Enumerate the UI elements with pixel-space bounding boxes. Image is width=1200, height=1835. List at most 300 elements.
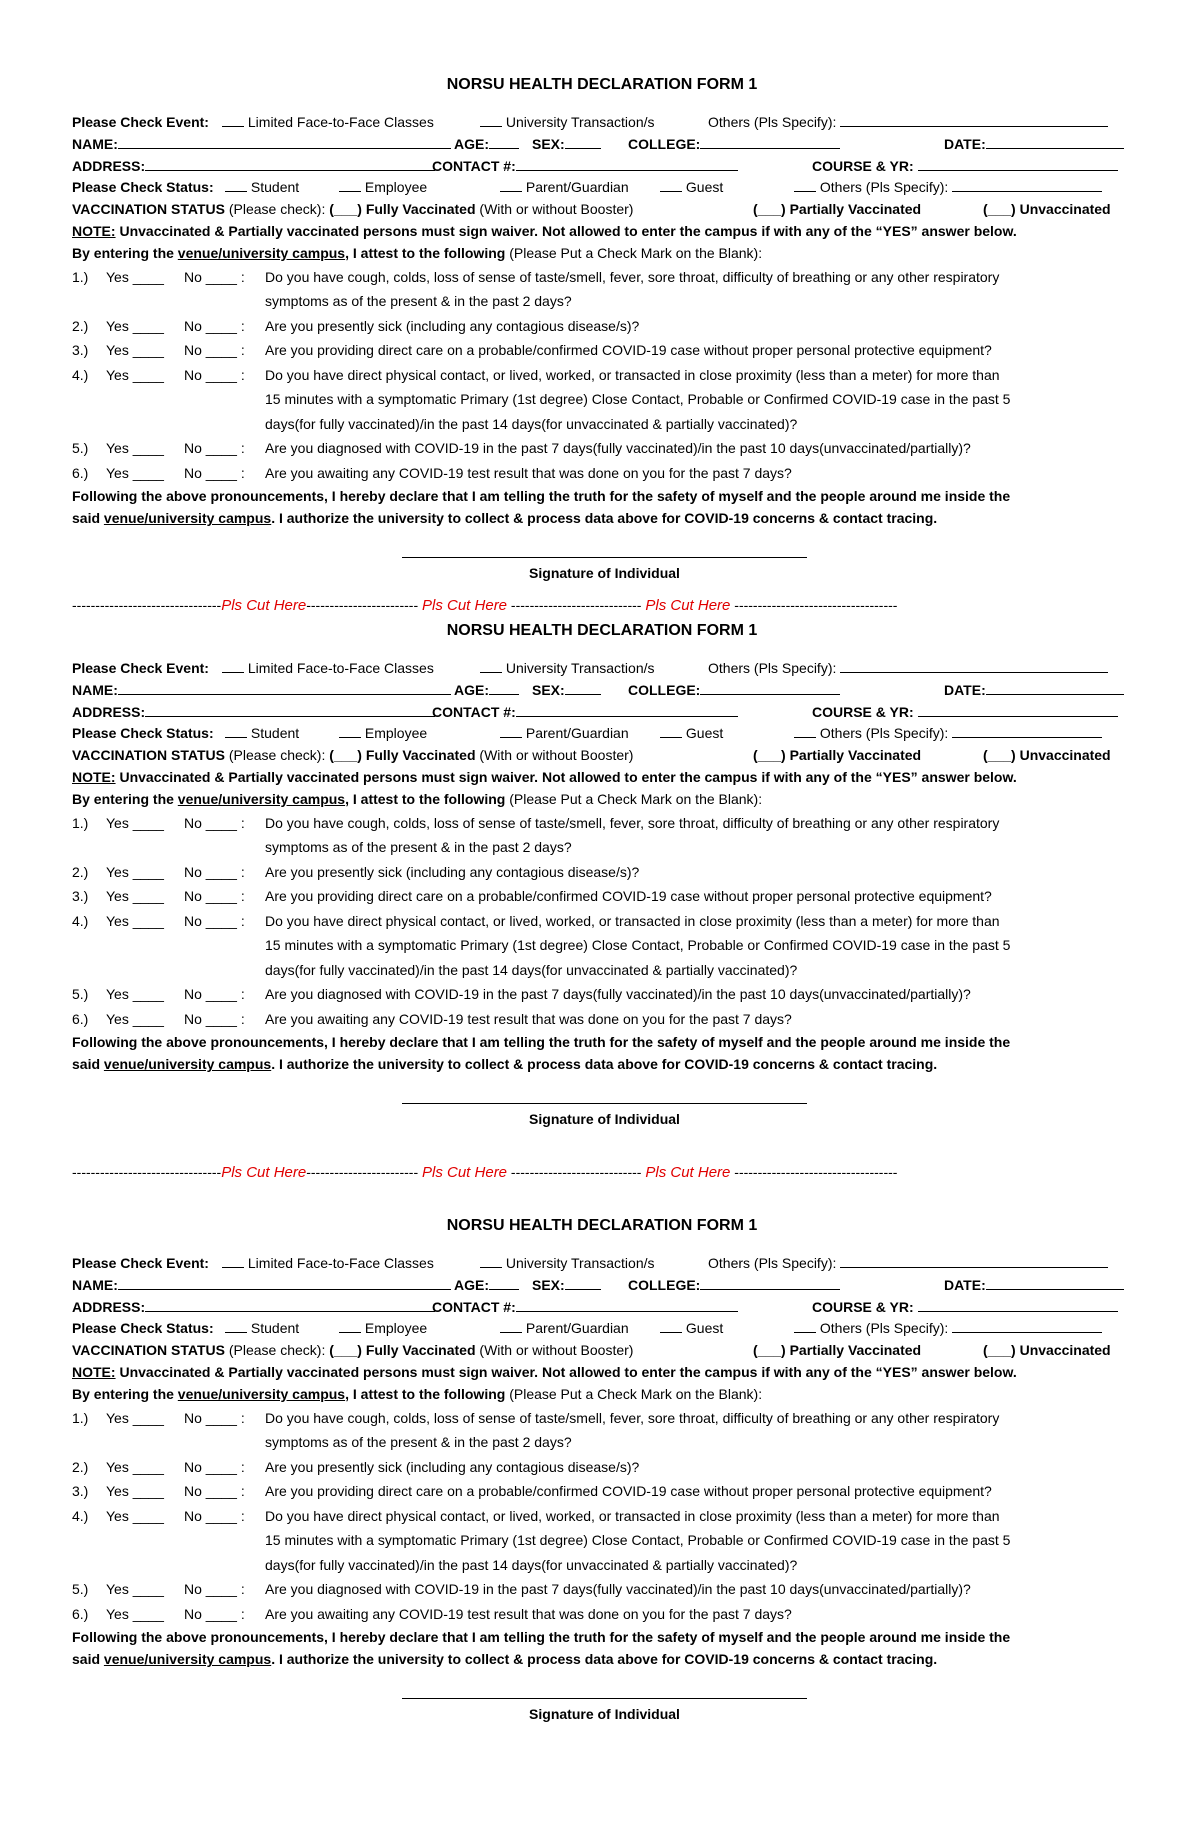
question-text: Do you have direct physical contact, or lived, worked, or transacted in close proximity (less than a meter) for more than: [265, 912, 1000, 929]
declaration-venue: venue/university campus: [103, 1651, 272, 1668]
question-no-blank[interactable]: No ____ :: [184, 342, 245, 359]
cut-label: Pls Cut Here: [422, 1164, 508, 1181]
status-option-student: Student: [250, 179, 300, 196]
question-yes-blank[interactable]: Yes ____: [106, 342, 164, 359]
status-option-others: Others (Pls Specify):: [819, 1320, 949, 1337]
question-no-blank[interactable]: No ____ :: [184, 1458, 245, 1475]
note-label: NOTE:: [72, 1363, 116, 1380]
status-check-blank[interactable]: [500, 723, 522, 738]
attest-hint: (Please Put a Check Mark on the Blank):: [509, 244, 763, 261]
signature-block: [72, 529, 1132, 589]
attest-suffix: , I attest to the following: [345, 790, 506, 807]
vaccination-hint: (Please check):: [228, 1342, 326, 1359]
event-option-f2f: Limited Face-to-Face Classes: [247, 114, 434, 130]
question-row: [72, 982, 1132, 1007]
status-check-blank[interactable]: [500, 1318, 522, 1333]
vaccination-check-partial[interactable]: (___): [753, 1342, 786, 1359]
date-field[interactable]: [986, 680, 1124, 695]
question-text: Are you presently sick (including any contagious disease/s)?: [265, 863, 640, 880]
status-row: [72, 177, 1132, 199]
question-text: Do you have direct physical contact, or lived, worked, or transacted in close proximity (less than a meter) for more than: [265, 366, 1000, 383]
question-no-blank[interactable]: No ____ :: [184, 986, 245, 1003]
vaccination-full-note: (With or without Booster): [479, 747, 634, 764]
question-number: 2.): [72, 1458, 89, 1475]
name-label: NAME:: [72, 1276, 118, 1293]
declaration-line-1: Following the above pronouncements, I hereby declare that I am telling the truth for the safety of myself and the people around me inside the: [72, 1629, 1011, 1646]
question-row: [72, 884, 1132, 909]
status-option-employee: Employee: [364, 1320, 428, 1337]
declaration-venue: venue/university campus: [103, 1056, 272, 1073]
event-label: Please Check Event:: [72, 114, 209, 130]
question-text-continued: symptoms as of the present & in the past 2 days?: [265, 839, 572, 856]
declaration-suffix: . I authorize the university to collect & process data above for COVID-19 concerns & contact tracing.: [271, 1651, 938, 1668]
event-check-blank[interactable]: [480, 1253, 502, 1268]
question-row: [72, 860, 1132, 885]
question-no-blank[interactable]: No ____ :: [184, 268, 245, 285]
event-check-blank[interactable]: [480, 658, 502, 673]
address-label: ADDRESS:: [72, 157, 146, 174]
question-text: Do you have cough, colds, loss of sense of taste/smell, fever, sore throat, difficulty of breathing or any other respiratory: [265, 814, 1000, 831]
question-yes-blank[interactable]: Yes ____: [106, 1581, 164, 1598]
name-field[interactable]: [118, 134, 451, 149]
contact-label: CONTACT #:: [432, 1298, 516, 1315]
date-label: DATE:: [944, 681, 986, 698]
vaccination-check-full[interactable]: (___): [329, 1342, 362, 1359]
college-label: COLLEGE:: [628, 1276, 701, 1293]
address-field[interactable]: [145, 156, 435, 171]
health-form-1: [72, 74, 1132, 589]
status-row: [72, 723, 1132, 745]
attest-venue: venue/university campus: [177, 1385, 346, 1402]
event-others-field[interactable]: [840, 1253, 1108, 1268]
vaccination-check-unvax[interactable]: (___): [983, 201, 1016, 218]
status-option-parent: Parent/Guardian: [525, 1320, 629, 1337]
course-field[interactable]: [918, 156, 1118, 171]
event-check-blank[interactable]: [480, 112, 502, 127]
question-yes-blank[interactable]: Yes ____: [106, 1507, 164, 1524]
declaration: [72, 485, 1132, 529]
event-option-others: Others (Pls Specify):: [708, 114, 837, 130]
status-option-student: Student: [250, 725, 300, 742]
question-row: [72, 1504, 1132, 1529]
question-text-continued: days(for fully vaccinated)/in the past 14 days(for unvaccinated & partially vaccinated)?: [265, 961, 798, 978]
question-text-continued: days(for fully vaccinated)/in the past 14 days(for unvaccinated & partially vaccinated)?: [265, 1556, 798, 1573]
date-label: DATE:: [944, 1276, 986, 1293]
vaccination-option-partial: Partially Vaccinated: [789, 747, 922, 764]
attest-suffix: , I attest to the following: [345, 244, 506, 261]
event-row: [72, 112, 1132, 134]
question-no-blank[interactable]: No ____ :: [184, 1483, 245, 1500]
signature-block: [72, 1075, 1132, 1135]
question-row: [72, 363, 1132, 388]
question-number: 2.): [72, 863, 89, 880]
college-label: COLLEGE:: [628, 135, 701, 152]
status-others-field[interactable]: [952, 723, 1102, 738]
question-yes-blank[interactable]: Yes ____: [106, 1458, 164, 1475]
question-text-continued: symptoms as of the present & in the past 2 days?: [265, 293, 572, 310]
declaration-prefix: said: [72, 1651, 101, 1668]
event-option-transaction: University Transaction/s: [505, 1255, 655, 1271]
question-yes-blank[interactable]: Yes ____: [106, 1483, 164, 1500]
name-field[interactable]: [118, 1275, 451, 1290]
status-option-student: Student: [250, 1320, 300, 1337]
declaration-prefix: said: [72, 510, 101, 527]
signature-label: Signature of Individual: [529, 1111, 680, 1128]
sex-label: SEX:: [532, 681, 565, 698]
status-check-blank[interactable]: [339, 1318, 361, 1333]
question-row: [72, 461, 1132, 486]
question-number: 6.): [72, 1605, 89, 1622]
status-check-blank[interactable]: [225, 177, 247, 192]
status-option-employee: Employee: [364, 179, 428, 196]
question-number: 1.): [72, 1409, 89, 1426]
vaccination-option-unvax: Unvaccinated: [1019, 747, 1111, 764]
attest-hint: (Please Put a Check Mark on the Blank):: [509, 790, 763, 807]
declaration: [72, 1626, 1132, 1670]
vaccination-option-partial: Partially Vaccinated: [789, 1342, 922, 1359]
age-label: AGE:: [454, 135, 489, 152]
event-label: Please Check Event:: [72, 660, 209, 676]
vaccination-check-full[interactable]: (___): [329, 747, 362, 764]
address-row: [72, 1297, 1132, 1319]
attest-prefix: By entering the: [72, 244, 174, 261]
question-text: Are you awaiting any COVID-19 test result that was done on you for the past 7 days?: [265, 1605, 792, 1622]
question-number: 4.): [72, 1507, 89, 1524]
form-title: NORSU HEALTH DECLARATION FORM 1: [446, 622, 758, 639]
vaccination-check-partial[interactable]: (___): [753, 201, 786, 218]
declaration-venue: venue/university campus: [103, 510, 272, 527]
question-yes-blank[interactable]: Yes ____: [106, 1409, 164, 1426]
signature-line[interactable]: [402, 557, 807, 558]
question-number: 1.): [72, 814, 89, 831]
cut-line-2: --------------------------------Pls Cut Here------------------------ Pls Cut Here ---------------------------- Pls Cut Here -----------------------------------: [72, 1164, 898, 1181]
address-field[interactable]: [145, 1297, 435, 1312]
date-field[interactable]: [986, 134, 1124, 149]
question-no-blank[interactable]: No ____ :: [184, 863, 245, 880]
vaccination-check-unvax[interactable]: (___): [983, 747, 1016, 764]
vaccination-check-unvax[interactable]: (___): [983, 1342, 1016, 1359]
date-label: DATE:: [944, 135, 986, 152]
note-label: NOTE:: [72, 768, 116, 785]
question-number: 3.): [72, 888, 89, 905]
question-number: 4.): [72, 366, 89, 383]
question-row: [72, 314, 1132, 339]
status-check-blank[interactable]: [660, 1318, 682, 1333]
vaccination-option-unvax: Unvaccinated: [1019, 201, 1111, 218]
vaccination-label: VACCINATION STATUS: [72, 1342, 225, 1359]
vaccination-check-full[interactable]: (___): [329, 201, 362, 218]
question-number: 6.): [72, 464, 89, 481]
status-option-guest: Guest: [685, 725, 724, 742]
status-check-blank[interactable]: [660, 723, 682, 738]
vaccination-row: [72, 1340, 1132, 1362]
status-check-blank[interactable]: [339, 177, 361, 192]
event-option-f2f: Limited Face-to-Face Classes: [247, 660, 434, 676]
questions: [72, 265, 1132, 486]
health-form-2: [72, 620, 1132, 1135]
question-text-continued: 15 minutes with a symptomatic Primary (1st degree) Close Contact, Probable or Confirmed COVID-19 case in the past 5: [265, 1532, 1011, 1549]
address-field[interactable]: [145, 702, 435, 717]
question-row: [72, 909, 1132, 934]
form-title: NORSU HEALTH DECLARATION FORM 1: [446, 76, 758, 93]
status-option-others: Others (Pls Specify):: [819, 179, 949, 196]
question-row: [72, 265, 1132, 290]
signature-label: Signature of Individual: [529, 1706, 680, 1723]
question-yes-blank[interactable]: Yes ____: [106, 986, 164, 1003]
name-row: [72, 134, 1132, 156]
question-text-continued: days(for fully vaccinated)/in the past 14 days(for unvaccinated & partially vaccinated)?: [265, 415, 798, 432]
cut-label: Pls Cut Here: [645, 1164, 731, 1181]
vaccination-row: [72, 745, 1132, 767]
event-label: Please Check Event:: [72, 1255, 209, 1271]
vaccination-hint: (Please check):: [228, 201, 326, 218]
declaration-suffix: . I authorize the university to collect & process data above for COVID-19 concerns & contact tracing.: [271, 1056, 938, 1073]
name-label: NAME:: [72, 135, 118, 152]
name-label: NAME:: [72, 681, 118, 698]
question-yes-blank[interactable]: Yes ____: [106, 317, 164, 334]
signature-label: Signature of Individual: [529, 565, 680, 582]
vaccination-check-partial[interactable]: (___): [753, 747, 786, 764]
question-row: [72, 436, 1132, 461]
age-field[interactable]: [489, 1275, 519, 1290]
questions: [72, 811, 1132, 1032]
question-no-blank[interactable]: No ____ :: [184, 1581, 245, 1598]
question-number: 5.): [72, 1581, 89, 1598]
health-form-3: [72, 1215, 1132, 1730]
signature-line[interactable]: [402, 1698, 807, 1699]
question-no-blank[interactable]: No ____ :: [184, 1010, 245, 1027]
status-check-blank[interactable]: [794, 177, 816, 192]
question-row: [72, 1406, 1132, 1431]
cut-label: Pls Cut Here: [645, 597, 731, 614]
status-option-parent: Parent/Guardian: [525, 179, 629, 196]
question-number: 5.): [72, 986, 89, 1003]
question-text-continued: symptoms as of the present & in the past 2 days?: [265, 1434, 572, 1451]
question-yes-blank[interactable]: Yes ____: [106, 464, 164, 481]
question-text: Do you have cough, colds, loss of sense of taste/smell, fever, sore throat, difficulty of breathing or any other respiratory: [265, 1409, 1000, 1426]
event-check-blank[interactable]: [222, 112, 244, 127]
contact-field[interactable]: [516, 156, 738, 171]
question-text: Are you awaiting any COVID-19 test result that was done on you for the past 7 days?: [265, 464, 792, 481]
sex-label: SEX:: [532, 1276, 565, 1293]
college-label: COLLEGE:: [628, 681, 701, 698]
date-field[interactable]: [986, 1275, 1124, 1290]
name-field[interactable]: [118, 680, 451, 695]
age-label: AGE:: [454, 681, 489, 698]
vaccination-option-full: Fully Vaccinated: [365, 747, 476, 764]
address-row: [72, 156, 1132, 178]
college-field[interactable]: [700, 134, 840, 149]
signature-line[interactable]: [402, 1103, 807, 1104]
question-yes-blank[interactable]: Yes ____: [106, 268, 164, 285]
attest-hint: (Please Put a Check Mark on the Blank):: [509, 1385, 763, 1402]
question-text: Are you diagnosed with COVID-19 in the past 7 days(fully vaccinated)/in the past 10 days(unvaccinated/partially)?: [265, 1581, 971, 1598]
signature-block: [72, 1670, 1132, 1730]
declaration-prefix: said: [72, 1056, 101, 1073]
event-option-others: Others (Pls Specify):: [708, 1255, 837, 1271]
question-row: [72, 338, 1132, 363]
status-others-field[interactable]: [952, 1318, 1102, 1333]
status-option-guest: Guest: [685, 1320, 724, 1337]
question-text: Are you presently sick (including any contagious disease/s)?: [265, 1458, 640, 1475]
question-text: Are you awaiting any COVID-19 test result that was done on you for the past 7 days?: [265, 1010, 792, 1027]
vaccination-option-unvax: Unvaccinated: [1019, 1342, 1111, 1359]
contact-label: CONTACT #:: [432, 703, 516, 720]
vaccination-option-full: Fully Vaccinated: [365, 201, 476, 218]
status-option-employee: Employee: [364, 725, 428, 742]
note-text: Unvaccinated & Partially vaccinated persons must sign waiver. Not allowed to enter the campus if with any of the “YES” answer below.: [119, 222, 1017, 239]
status-check-blank[interactable]: [794, 723, 816, 738]
question-row: [72, 811, 1132, 836]
declaration: [72, 1031, 1132, 1075]
question-yes-blank[interactable]: Yes ____: [106, 366, 164, 383]
question-number: 4.): [72, 912, 89, 929]
declaration-line-1: Following the above pronouncements, I hereby declare that I am telling the truth for the safety of myself and the people around me inside the: [72, 488, 1011, 505]
question-text: Are you presently sick (including any contagious disease/s)?: [265, 317, 640, 334]
status-option-others: Others (Pls Specify):: [819, 725, 949, 742]
event-check-blank[interactable]: [222, 658, 244, 673]
note-row: [72, 221, 1132, 243]
status-check-blank[interactable]: [660, 177, 682, 192]
question-row: [72, 1479, 1132, 1504]
event-option-f2f: Limited Face-to-Face Classes: [247, 1255, 434, 1271]
question-yes-blank[interactable]: Yes ____: [106, 912, 164, 929]
question-text-continued: 15 minutes with a symptomatic Primary (1st degree) Close Contact, Probable or Confirmed COVID-19 case in the past 5: [265, 937, 1011, 954]
vaccination-label: VACCINATION STATUS: [72, 201, 225, 218]
sex-field[interactable]: [565, 134, 601, 149]
event-check-blank[interactable]: [222, 1253, 244, 1268]
contact-label: CONTACT #:: [432, 157, 516, 174]
question-number: 5.): [72, 440, 89, 457]
attest-venue: venue/university campus: [177, 244, 346, 261]
question-text: Do you have direct physical contact, or lived, worked, or transacted in close proximity (less than a meter) for more than: [265, 1507, 1000, 1524]
question-yes-blank[interactable]: Yes ____: [106, 1605, 164, 1622]
sex-field[interactable]: [565, 1275, 601, 1290]
status-option-parent: Parent/Guardian: [525, 725, 629, 742]
status-check-blank[interactable]: [794, 1318, 816, 1333]
status-label: Please Check Status:: [72, 1320, 214, 1337]
status-label: Please Check Status:: [72, 179, 214, 196]
name-row: [72, 1275, 1132, 1297]
question-yes-blank[interactable]: Yes ____: [106, 814, 164, 831]
status-check-blank[interactable]: [225, 723, 247, 738]
note-text: Unvaccinated & Partially vaccinated persons must sign waiver. Not allowed to enter the campus if with any of the “YES” answer below.: [119, 1363, 1017, 1380]
college-field[interactable]: [700, 680, 840, 695]
question-no-blank[interactable]: No ____ :: [184, 1605, 245, 1622]
question-number: 3.): [72, 1483, 89, 1500]
question-yes-blank[interactable]: Yes ____: [106, 1010, 164, 1027]
vaccination-hint: (Please check):: [228, 747, 326, 764]
question-text: Are you diagnosed with COVID-19 in the past 7 days(fully vaccinated)/in the past 10 days(unvaccinated/partially)?: [265, 986, 971, 1003]
question-text: Are you providing direct care on a probable/confirmed COVID-19 case without proper personal protective equipment?: [265, 342, 992, 359]
contact-field[interactable]: [516, 1297, 738, 1312]
event-others-field[interactable]: [840, 112, 1108, 127]
question-no-blank[interactable]: No ____ :: [184, 912, 245, 929]
event-row: [72, 658, 1132, 680]
address-row: [72, 702, 1132, 724]
course-field[interactable]: [918, 702, 1118, 717]
contact-field[interactable]: [516, 702, 738, 717]
note-text: Unvaccinated & Partially vaccinated persons must sign waiver. Not allowed to enter the campus if with any of the “YES” answer below.: [119, 768, 1017, 785]
status-check-blank[interactable]: [500, 177, 522, 192]
vaccination-option-partial: Partially Vaccinated: [789, 201, 922, 218]
question-text: Do you have cough, colds, loss of sense of taste/smell, fever, sore throat, difficulty of breathing or any other respiratory: [265, 268, 1000, 285]
question-no-blank[interactable]: No ____ :: [184, 1409, 245, 1426]
vaccination-full-note: (With or without Booster): [479, 1342, 634, 1359]
status-check-blank[interactable]: [339, 723, 361, 738]
vaccination-full-note: (With or without Booster): [479, 201, 634, 218]
age-field[interactable]: [489, 680, 519, 695]
status-option-guest: Guest: [685, 179, 724, 196]
college-field[interactable]: [700, 1275, 840, 1290]
course-field[interactable]: [918, 1297, 1118, 1312]
note-row: [72, 767, 1132, 789]
question-text-continued: 15 minutes with a symptomatic Primary (1st degree) Close Contact, Probable or Confirmed COVID-19 case in the past 5: [265, 391, 1011, 408]
cut-label: Pls Cut Here: [221, 597, 307, 614]
attest-prefix: By entering the: [72, 790, 174, 807]
attest-suffix: , I attest to the following: [345, 1385, 506, 1402]
note-label: NOTE:: [72, 222, 116, 239]
question-no-blank[interactable]: No ____ :: [184, 317, 245, 334]
attest-row: [72, 789, 1132, 811]
course-label: COURSE & YR:: [812, 703, 914, 720]
question-number: 2.): [72, 317, 89, 334]
declaration-line-1: Following the above pronouncements, I hereby declare that I am telling the truth for the safety of myself and the people around me inside the: [72, 1034, 1011, 1051]
event-option-others: Others (Pls Specify):: [708, 660, 837, 676]
course-label: COURSE & YR:: [812, 1298, 914, 1315]
question-no-blank[interactable]: No ____ :: [184, 1507, 245, 1524]
question-text: Are you diagnosed with COVID-19 in the past 7 days(fully vaccinated)/in the past 10 days(unvaccinated/partially)?: [265, 440, 971, 457]
declaration-suffix: . I authorize the university to collect & process data above for COVID-19 concerns & contact tracing.: [271, 510, 938, 527]
attest-prefix: By entering the: [72, 1385, 174, 1402]
event-option-transaction: University Transaction/s: [505, 660, 655, 676]
question-yes-blank[interactable]: Yes ____: [106, 888, 164, 905]
status-others-field[interactable]: [952, 177, 1102, 192]
age-field[interactable]: [489, 134, 519, 149]
age-label: AGE:: [454, 1276, 489, 1293]
question-no-blank[interactable]: No ____ :: [184, 366, 245, 383]
cut-label: Pls Cut Here: [422, 597, 508, 614]
status-row: [72, 1318, 1132, 1340]
name-row: [72, 680, 1132, 702]
status-label: Please Check Status:: [72, 725, 214, 742]
status-check-blank[interactable]: [225, 1318, 247, 1333]
sex-label: SEX:: [532, 135, 565, 152]
question-no-blank[interactable]: No ____ :: [184, 464, 245, 481]
question-row: [72, 1577, 1132, 1602]
question-yes-blank[interactable]: Yes ____: [106, 863, 164, 880]
event-row: [72, 1253, 1132, 1275]
question-number: 3.): [72, 342, 89, 359]
question-number: 1.): [72, 268, 89, 285]
form-title: NORSU HEALTH DECLARATION FORM 1: [446, 1217, 758, 1234]
question-row: [72, 1602, 1132, 1627]
question-number: 6.): [72, 1010, 89, 1027]
questions: [72, 1406, 1132, 1627]
event-others-field[interactable]: [840, 658, 1108, 673]
question-no-blank[interactable]: No ____ :: [184, 814, 245, 831]
question-row: [72, 1455, 1132, 1480]
address-label: ADDRESS:: [72, 703, 146, 720]
cut-line-1: --------------------------------Pls Cut Here------------------------ Pls Cut Here ---------------------------- Pls Cut Here -----------------------------------: [72, 597, 898, 614]
question-no-blank[interactable]: No ____ :: [184, 888, 245, 905]
question-row: [72, 1007, 1132, 1032]
vaccination-option-full: Fully Vaccinated: [365, 1342, 476, 1359]
question-no-blank[interactable]: No ____ :: [184, 440, 245, 457]
sex-field[interactable]: [565, 680, 601, 695]
course-label: COURSE & YR:: [812, 157, 914, 174]
question-yes-blank[interactable]: Yes ____: [106, 440, 164, 457]
